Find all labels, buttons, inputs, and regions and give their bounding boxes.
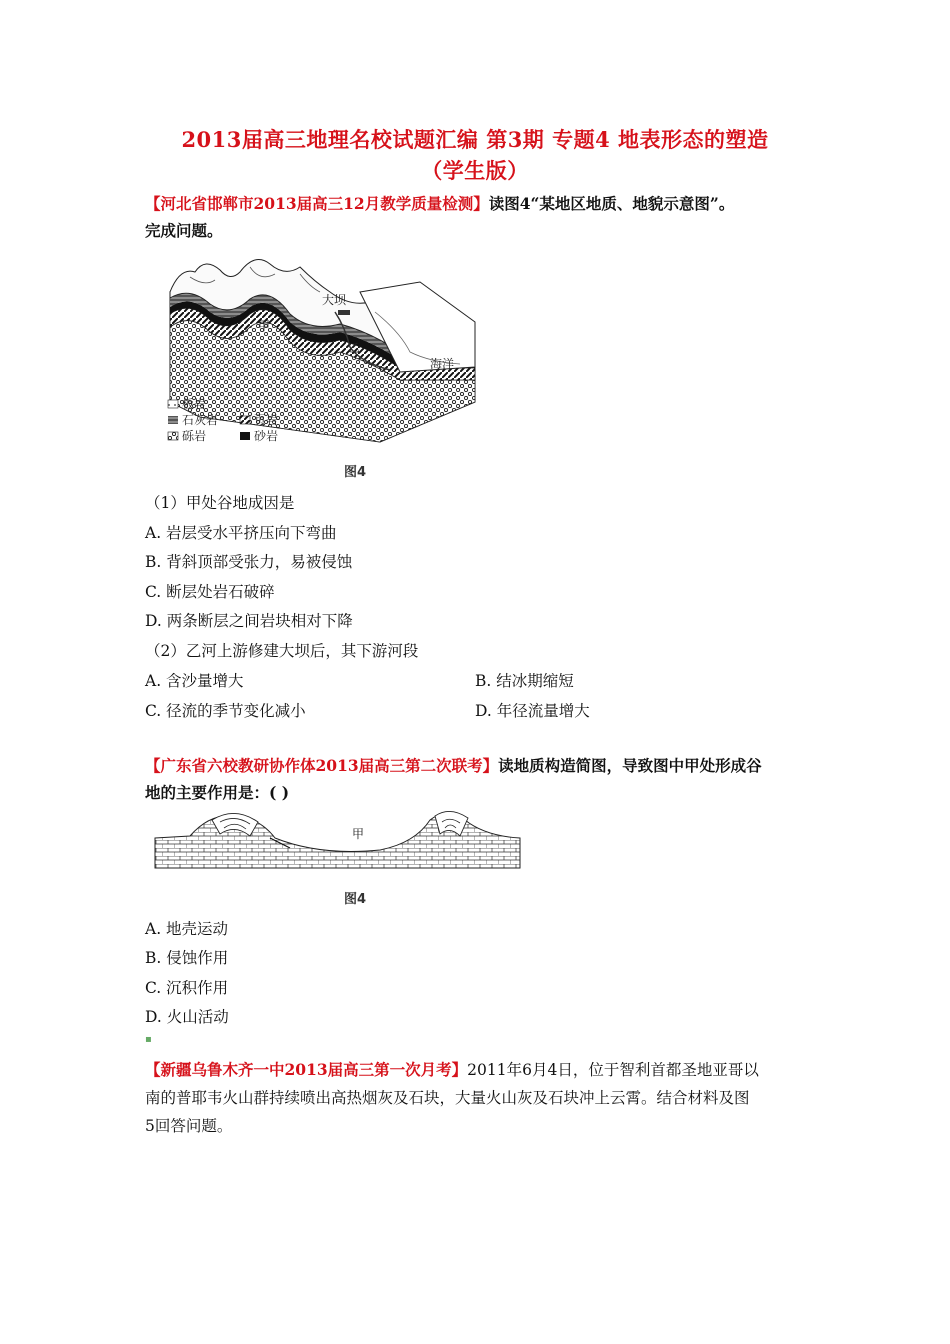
q1-sub2-stem: （2）乙河上游修建大坝后，其下游河段 bbox=[145, 642, 419, 660]
q1-sub2-option-a: A. 含沙量增大 bbox=[145, 672, 244, 690]
q1-sub1-option-b: B. 背斜顶部受张力，易被侵蚀 bbox=[145, 553, 353, 571]
q3-text-2: 南的普耶韦火山群持续喷出高热烟灰及石块，大量火山灰及石块冲上云霄。结合材料及图 bbox=[145, 1089, 750, 1107]
q3-text-3: 5回答问题。 bbox=[145, 1117, 233, 1135]
q1-sub2-option-d: D. 年径流量增大 bbox=[475, 702, 590, 720]
label-jia-2: 甲 bbox=[352, 827, 365, 841]
q2-source: 【广东省六校教研协作体2013届高三第二次联考】 bbox=[145, 756, 499, 775]
label-yi: 乙 bbox=[348, 341, 361, 355]
q2-intro-line bbox=[145, 754, 762, 776]
label-dam: 大坝 bbox=[322, 293, 347, 307]
document-title: 2013届高三地理名校试题汇编 第3期 专题4 地表形态的塑造 bbox=[181, 127, 769, 152]
document-subtitle: （学生版） bbox=[421, 158, 529, 183]
q2-option-b: B. 侵蚀作用 bbox=[145, 949, 229, 967]
legend-slate: 板岩 bbox=[182, 397, 207, 411]
legend-limestone: 石灰岩 bbox=[182, 413, 219, 427]
q2-option-d: D. 火山活动 bbox=[145, 1008, 229, 1026]
q3-source: 【新疆乌鲁木齐一中2013届高三第一次月考】 bbox=[145, 1060, 468, 1079]
legend-slate-swatch bbox=[168, 400, 178, 408]
q1-sub2-option-c: C. 径流的季节变化减小 bbox=[145, 702, 306, 720]
q1-sub1-option-c: C. 断层处岩石破碎 bbox=[145, 583, 275, 601]
label-ocean: 海洋 bbox=[430, 357, 455, 371]
q2-option-c: C. 沉积作用 bbox=[145, 979, 229, 997]
q1-sub2-option-b: B. 结冰期缩短 bbox=[475, 672, 574, 690]
legend-shale: 页岩 bbox=[254, 413, 279, 427]
q1-intro: 读图4“某地区地质、地貌示意图”。 bbox=[488, 194, 735, 213]
q1-source: 【河北省邯郸市2013届高三12月教学质量检测】 bbox=[145, 194, 489, 213]
figure1-caption: 图4 bbox=[344, 465, 367, 480]
q2-option-a: A. 地壳运动 bbox=[145, 920, 229, 938]
legend-conglomerate: 砾岩 bbox=[182, 429, 207, 443]
q2-intro-2: 地的主要作用是：( ) bbox=[145, 783, 290, 802]
legend-conglomerate-swatch bbox=[168, 432, 178, 440]
legend-sandstone-swatch bbox=[240, 432, 250, 440]
legend-sandstone: 砂岩 bbox=[254, 429, 279, 443]
geology-block-diagram bbox=[160, 252, 490, 452]
legend-shale-swatch bbox=[240, 416, 250, 424]
q3-line-1 bbox=[145, 1058, 759, 1080]
q1-sub1-stem: （1）甲处谷地成因是 bbox=[145, 494, 295, 512]
figure2-caption: 图4 bbox=[344, 892, 367, 907]
q1-sub1-option-a: A. 岩层受水平挤压向下弯曲 bbox=[145, 524, 337, 542]
legend-limestone-swatch bbox=[168, 416, 178, 424]
q3-text-1: 2011年6月4日，位于智利首都圣地亚哥以 bbox=[467, 1061, 759, 1079]
q1-intro-line bbox=[145, 192, 734, 214]
q2-intro: 读地质构造简图，导致图中甲处形成谷 bbox=[498, 756, 762, 775]
stray-mark: ▪ bbox=[145, 1034, 152, 1045]
q1-sub1-option-d: D. 两条断层之间岩块相对下降 bbox=[145, 612, 353, 630]
geologic-structure-diagram bbox=[150, 808, 530, 880]
q1-intro-2: 完成问题。 bbox=[145, 221, 223, 240]
label-jia: 甲 bbox=[258, 319, 271, 333]
